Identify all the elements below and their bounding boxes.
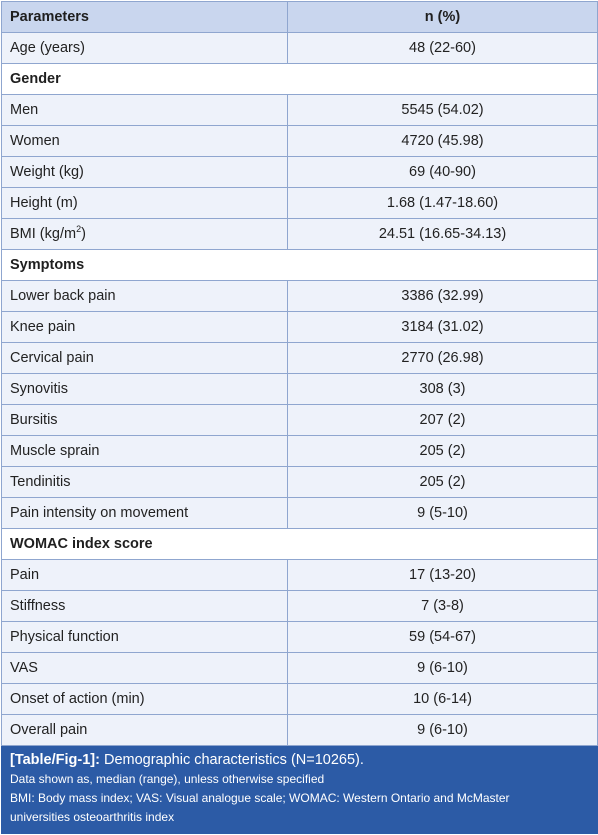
table-row (2, 188, 598, 219)
table-row (2, 126, 598, 157)
value-cell: 48 (22-60) (288, 33, 598, 64)
parameter-cell: Muscle sprain (2, 436, 288, 467)
value-cell: 9 (6-10) (288, 715, 598, 746)
parameter-cell: Weight (kg) (2, 157, 288, 188)
table-row (2, 157, 598, 188)
header-parameters: Parameters (2, 2, 288, 33)
parameter-cell: Synovitis (2, 374, 288, 405)
demographics-table (1, 1, 598, 746)
value-cell: 7 (3-8) (288, 591, 598, 622)
value-cell: 3184 (31.02) (288, 312, 598, 343)
table-body (2, 33, 598, 746)
table-row (2, 33, 598, 64)
parameter-cell: Pain intensity on movement (2, 498, 288, 529)
parameter-cell: Knee pain (2, 312, 288, 343)
table-row (2, 343, 598, 374)
parameter-cell: Stiffness (2, 591, 288, 622)
parameter-cell: Men (2, 95, 288, 126)
section-label: WOMAC index score (2, 529, 598, 560)
parameter-cell (2, 219, 288, 250)
parameter-cell: Physical function (2, 622, 288, 653)
value-cell: 4720 (45.98) (288, 126, 598, 157)
table-row (2, 560, 598, 591)
table-row (2, 281, 598, 312)
value-cell: 9 (5-10) (288, 498, 598, 529)
table-caption (1, 746, 598, 834)
table-row (2, 467, 598, 498)
value-cell: 205 (2) (288, 467, 598, 498)
section-label: Gender (2, 64, 598, 95)
table-row (2, 436, 598, 467)
value-cell: 5545 (54.02) (288, 95, 598, 126)
caption-note: universities osteoarthritis index (10, 810, 175, 824)
parameter-cell: Lower back pain (2, 281, 288, 312)
section-label: Symptoms (2, 250, 598, 281)
value-cell: 3386 (32.99) (288, 281, 598, 312)
caption-note: BMI: Body mass index; VAS: Visual analogue scale; WOMAC: Western Ontario and McMaster (10, 791, 510, 805)
parameter-cell: Tendinitis (2, 467, 288, 498)
parameter-cell: Cervical pain (2, 343, 288, 374)
caption-note: Data shown as, median (range), unless otherwise specified (10, 772, 325, 786)
table-row (2, 591, 598, 622)
table-row (2, 219, 598, 250)
table-row (2, 622, 598, 653)
superscript: 2 (76, 224, 82, 235)
value-cell: 59 (54-67) (288, 622, 598, 653)
value-cell: 69 (40-90) (288, 157, 598, 188)
value-cell: 17 (13-20) (288, 560, 598, 591)
table-row (2, 405, 598, 436)
parameter-cell: VAS (2, 653, 288, 684)
parameter-label-end: ) (81, 226, 86, 242)
value-cell: 24.51 (16.65-34.13) (288, 219, 598, 250)
value-cell: 205 (2) (288, 436, 598, 467)
parameter-cell: Height (m) (2, 188, 288, 219)
value-cell: 207 (2) (288, 405, 598, 436)
parameter-cell: Women (2, 126, 288, 157)
caption-tag: [Table/Fig-1]: (10, 752, 100, 768)
parameter-cell: Bursitis (2, 405, 288, 436)
parameter-cell: Onset of action (min) (2, 684, 288, 715)
caption-title: Demographic characteristics (N=10265). (99, 752, 364, 768)
table-row (2, 653, 598, 684)
table-row (2, 715, 598, 746)
caption-title-line (10, 751, 590, 770)
section-header-row (2, 64, 598, 95)
demographics-table-figure (1, 1, 597, 834)
parameter-cell: Overall pain (2, 715, 288, 746)
table-row (2, 498, 598, 529)
table-row (2, 684, 598, 715)
parameter-cell: Age (years) (2, 33, 288, 64)
table-row (2, 95, 598, 126)
value-cell: 9 (6-10) (288, 653, 598, 684)
section-header-row (2, 529, 598, 560)
value-cell: 2770 (26.98) (288, 343, 598, 374)
header-n-percent: n (%) (288, 2, 598, 33)
table-row (2, 374, 598, 405)
value-cell: 10 (6-14) (288, 684, 598, 715)
section-header-row (2, 250, 598, 281)
value-cell: 1.68 (1.47-18.60) (288, 188, 598, 219)
table-row (2, 312, 598, 343)
table-header-row (2, 2, 598, 33)
value-cell: 308 (3) (288, 374, 598, 405)
parameter-cell: Pain (2, 560, 288, 591)
parameter-label: BMI (kg/m (10, 226, 77, 242)
